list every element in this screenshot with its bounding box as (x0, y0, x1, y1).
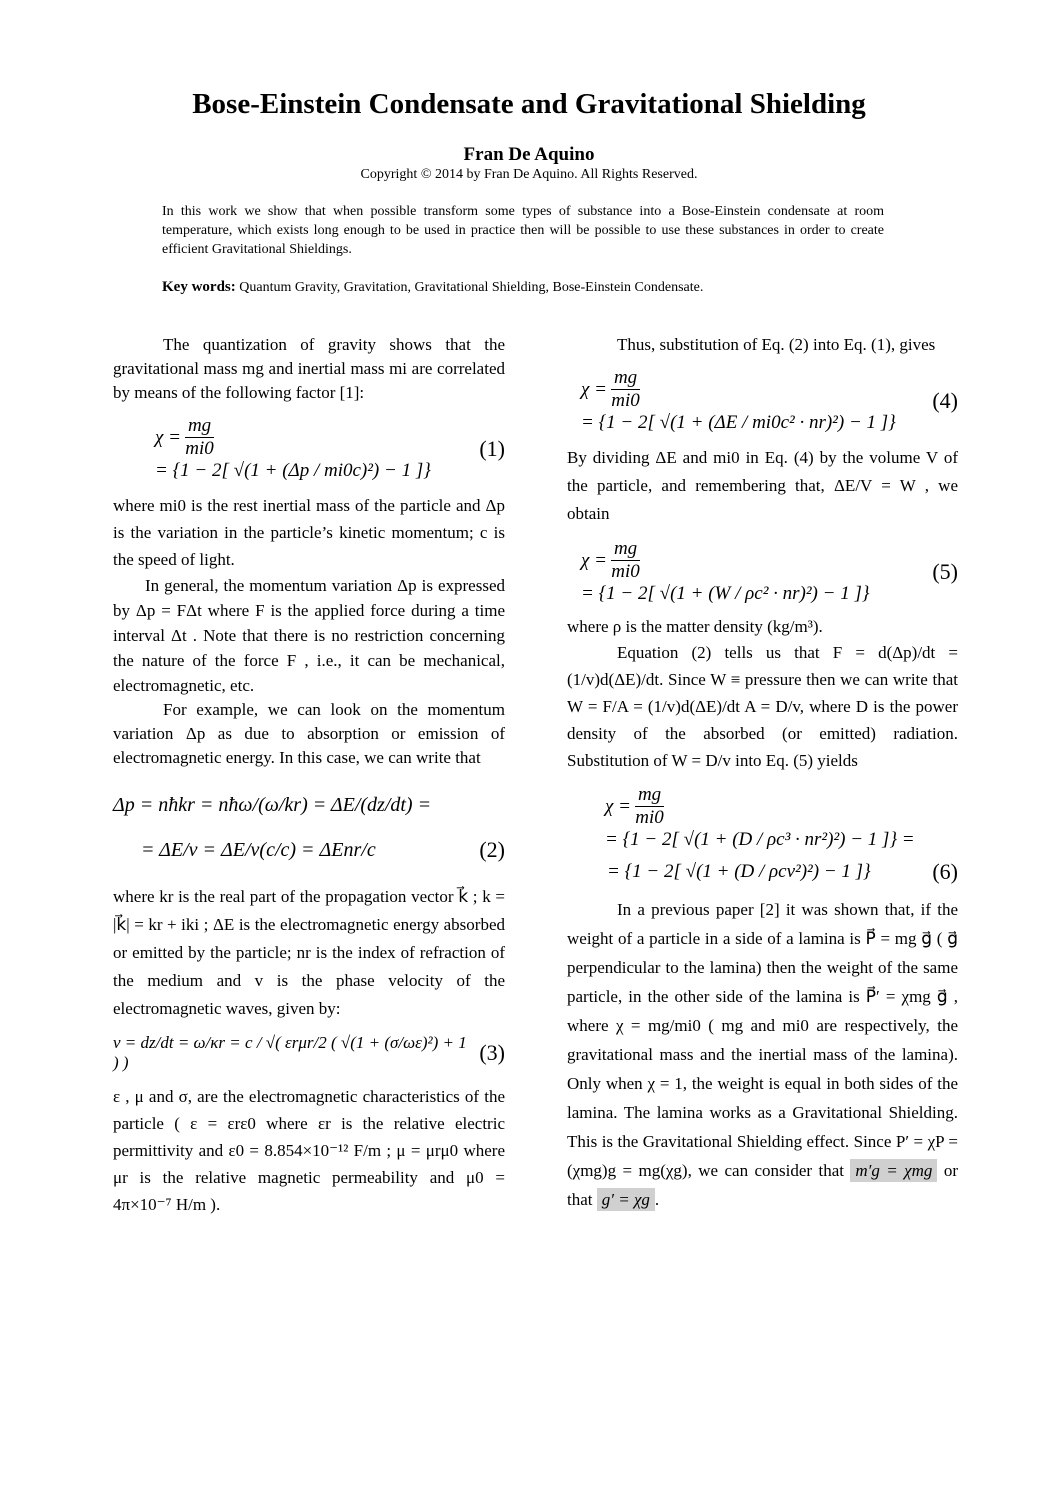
eq5-den: mi0 (611, 561, 640, 582)
keywords-label: Key words: (162, 279, 236, 295)
eq5-lhs: χ = (581, 549, 607, 571)
left-paragraph-2: where mi0 is the rest inertial mass of the particle and Δp is the variation in the particle’s kinetic momentum; c is the speed of light. (113, 496, 505, 569)
equation-6-line-2 (567, 859, 958, 885)
highlight-gravitational-mass: m′g = χmg (850, 1159, 937, 1182)
eq3-number: (3) (479, 1040, 505, 1065)
equation-6-line-1 (567, 784, 958, 851)
eq6-number: (6) (932, 859, 958, 884)
eq4-body (581, 367, 922, 434)
eq5-num: mg (611, 538, 640, 561)
left-paragraph-4: For example, we can look on the momentum variation Δp as due to absorption or emission of electromagnetic energy. In this case, we can write that (113, 700, 505, 767)
left-paragraph-5: where kr is the real part of the propagation vector k⃗ ; k = |k⃗| = kr + iki ; ΔE is the electromagnetic energy absorbed or emitted by the particle; nr is the index of refraction of the medium and v is the phase velocity of the electromagnetic waves, given by: (113, 887, 505, 1018)
equation-2-line-2 (113, 837, 505, 863)
right-column (567, 333, 958, 1214)
eq1-rhs: = {1 − 2[ √(1 + (Δp / mi0c)²) − 1 ]} (155, 460, 431, 481)
equation-2-line-1 (113, 794, 505, 817)
abstract: In this work we show that when possible transform some types of substance into a Bose-Einstein condensate at room temperature, which exists long enough to be used in practice then will be possible to use these substances in order to create efficient Gravitational Shieldings. (162, 204, 884, 257)
eq2-line2-text: = ΔE/v = ΔE/v(c/c) = ΔEnr/c (141, 838, 376, 861)
eq1-num: mg (185, 415, 214, 438)
equation-3 (113, 1033, 505, 1073)
eq4-num: mg (611, 367, 640, 390)
eq1-fraction (185, 415, 214, 460)
eq5-body (581, 538, 922, 605)
eq6-rhs: = {1 − 2[ √(1 + (D / ρc³ · nr²)²) − 1 ]} = (605, 829, 915, 850)
eq4-fraction (611, 367, 640, 412)
eq1-body (155, 415, 469, 482)
equation-5 (567, 538, 958, 605)
eq4-rhs: = {1 − 2[ √(1 + (ΔE / mi0c² · nr)²) − 1 ]} (581, 412, 896, 433)
eq4-number: (4) (932, 387, 958, 413)
right-paragraph-2: By dividing ΔE and mi0 in Eq. (4) by the volume V of the particle, and remembering that, ΔE/V = W , we obtain (567, 448, 958, 523)
eq2-number: (2) (479, 837, 505, 862)
equation-4 (567, 367, 958, 434)
eq6-line2: = {1 − 2[ √(1 + (D / ρcv²)²) − 1 ]} (607, 861, 871, 882)
highlight-gravity: g′ = χg (597, 1188, 655, 1211)
copyright: Copyright © 2014 by Fran De Aquino. All Rights Reserved. (360, 167, 698, 182)
period: . (654, 1190, 660, 1209)
eq6-fraction (635, 784, 664, 829)
eq6-den: mi0 (635, 807, 664, 828)
eq6-lhs: χ = (605, 795, 631, 817)
eq4-den: mi0 (611, 390, 640, 411)
left-column (113, 333, 505, 1218)
eq3-text: v = dz/dt = ω/κr = c / √( εrμr/2 ( √(1 + (σ/ωε)²) + 1 ) ) (113, 1033, 467, 1072)
eq2-line1-text: Δp = nħkr = nħω/(ω/kr) = ΔE/(dz/dt) = (113, 794, 432, 816)
eq6-num: mg (635, 784, 664, 807)
keywords (162, 279, 884, 296)
eq5-rhs: = {1 − 2[ √(1 + (W / ρc² · nr)²) − 1 ]} (581, 583, 870, 604)
eq6-line1-body (605, 784, 958, 851)
equation-1 (113, 415, 505, 482)
left-paragraph-3: In general, the momentum variation Δp is expressed by Δp = FΔt where F is the applied force during a time interval Δt . Note that there is no restriction concerning the nature of the force F , i.e., it can be mechanical, electromagnetic, etc. (113, 576, 505, 695)
eq1-den: mi0 (185, 438, 214, 459)
eq1-lhs: χ = (155, 426, 181, 448)
paper-title: Bose-Einstein Condensate and Gravitational Shielding (192, 88, 866, 120)
left-paragraph-1: The quantization of gravity shows that the gravitational mass mg and inertial mass mi are correlated by means of the following factor [1]: (113, 335, 505, 402)
eq5-fraction (611, 538, 640, 583)
right-paragraph-3: where ρ is the matter density (kg/m³). (567, 617, 823, 636)
right-paragraph-4: Equation (2) tells us that F = d(Δp)/dt = (1/v)d(ΔE)/dt. Since W ≡ pressure then we can write that W = F/A = (1/v)d(ΔE)/dt A = D/v, where D is the power density of the absorbed (or emitted) radiation. Substitution of W = D/v into Eq. (5) yields (567, 643, 958, 770)
right-paragraph-1: Thus, substitution of Eq. (2) into Eq. (1), gives (617, 335, 936, 354)
eq1-number: (1) (479, 435, 505, 461)
right-paragraph-5 (567, 895, 958, 1214)
author: Fran De Aquino (463, 144, 595, 165)
keywords-text: Quantum Gravity, Gravitation, Gravitational Shielding, Bose-Einstein Condensate. (239, 280, 704, 295)
or-text: or that (567, 1161, 959, 1209)
eq5-number: (5) (932, 558, 958, 584)
left-paragraph-6: ε , μ and σ, are the electromagnetic characteristics of the particle ( ε = εrε0 where εr is the relative electric permittivity and ε0 = 8.854×10⁻¹² F/m ; μ = μrμ0 where μr is the relative magnetic permeability and μ0 = 4π×10⁻⁷ H/m ). (113, 1087, 505, 1214)
right-paragraph-5-text: In a previous paper [2] it was shown that, if the weight of a particle in a side of a lamina is P⃗ = mg g⃗ ( g⃗ perpendicular to the lamina) then the weight of the same particle, in the other side of the lamina is P⃗′ = χmg g⃗ , where χ = mg/mi0 ( mg and mi0 are respectively, the gravitational mass and the inertial mass of the lamina). Only when χ = 1, the weight is equal in both sides of the lamina. The lamina works as a Gravitational Shielding. This is the Gravitational Shielding effect. Since P′ = χP = (χmg)g = mg(χg), we can consider that (567, 900, 958, 1180)
eq4-lhs: χ = (581, 378, 607, 400)
